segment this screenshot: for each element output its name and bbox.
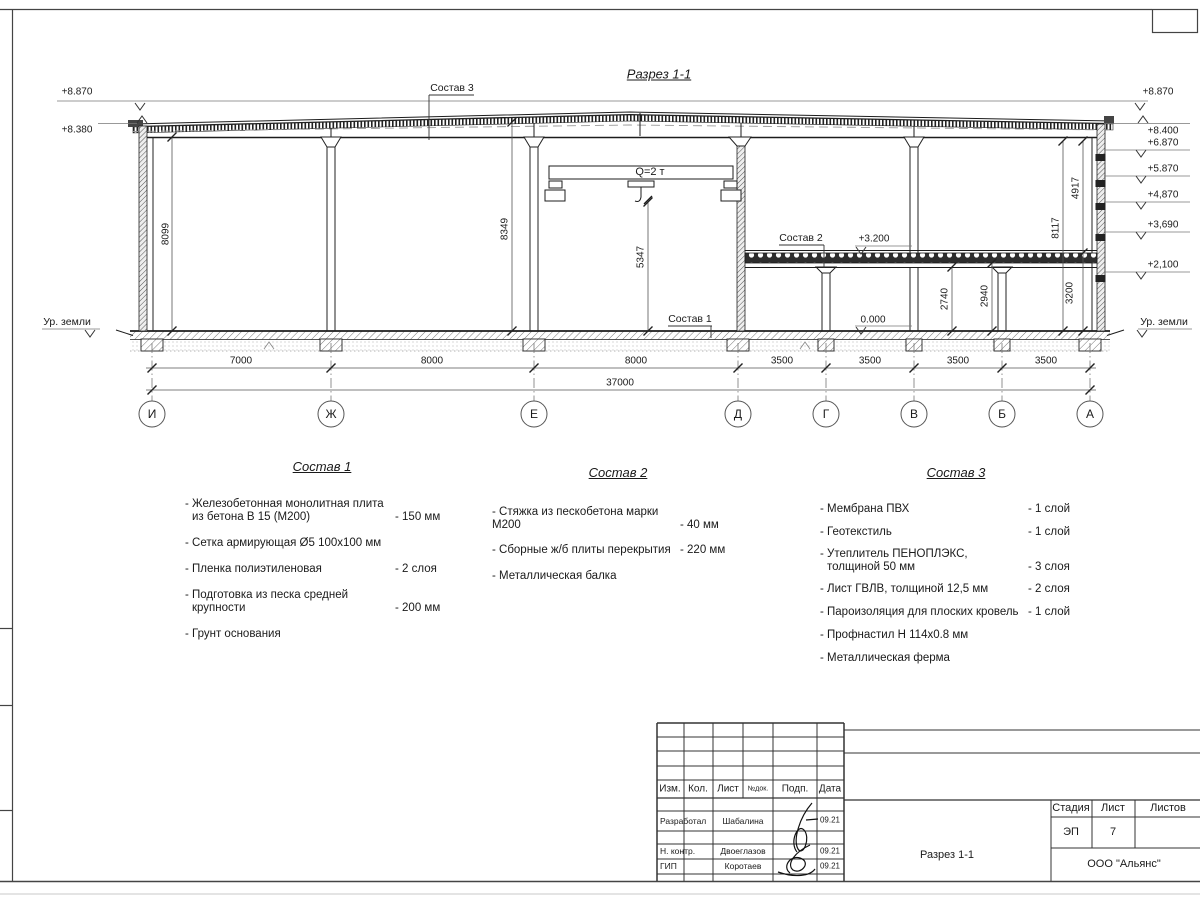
- vertical-dimension: 4917: [1070, 176, 1082, 200]
- spec-item: [820, 652, 1092, 665]
- sheet-number: 7: [1109, 826, 1117, 838]
- spec-item-text: - Железобетонная монолитная плита: [185, 498, 384, 510]
- spec-title: Состав 1: [292, 459, 352, 474]
- spec-item: [185, 498, 459, 524]
- spec-item-value: - 3 слоя: [1028, 561, 1070, 573]
- stage-value: ЭП: [1063, 826, 1079, 838]
- span-dimension: 3500: [858, 355, 882, 367]
- vertical-dimension: 8349: [499, 217, 511, 241]
- spec-item-text: - Подготовка из песка средней: [185, 589, 349, 601]
- spec-item: [820, 526, 1092, 539]
- axis-circles: [139, 401, 1103, 427]
- vertical-dimension: 3200: [1064, 281, 1076, 305]
- spec-item-value: - 40 мм: [680, 519, 719, 531]
- spec-title: Состав 3: [926, 465, 986, 480]
- titleblock-role: ГИП: [660, 861, 677, 871]
- elevation-left-ridge: +8.870: [61, 86, 93, 98]
- spec-item-value: - 1 слой: [1028, 606, 1071, 618]
- spec-item: [820, 503, 1092, 516]
- spec-item-text: - Металлическая ферма: [820, 652, 950, 664]
- axis-label: Е: [529, 407, 539, 421]
- mezzanine-slab: [745, 251, 1097, 268]
- spec-list-sostav3: [820, 466, 1092, 665]
- elevation-right: +3,690: [1147, 219, 1179, 231]
- document-title: Разрез 1-1: [919, 849, 975, 861]
- titleblock-date: 09.21: [819, 846, 841, 856]
- titleblock-col: Подп.: [781, 783, 809, 795]
- spec-item: [185, 563, 459, 576]
- spec-item-text: - Грунт основания: [185, 628, 281, 640]
- spec-item-value: - 1 слой: [1028, 526, 1071, 538]
- spec-item-text: - Лист ГВЛВ, толщиной 12,5 мм: [820, 583, 989, 595]
- titleblock-date: 09.21: [819, 815, 841, 825]
- elevation-right: +5.870: [1147, 163, 1179, 175]
- spec-item-text: - Сборные ж/б плиты перекрытия: [492, 544, 671, 556]
- spec-list-sostav1: [185, 460, 459, 641]
- spec-item-text2: толщиной 50 мм: [827, 561, 916, 573]
- spec-item-value: - 150 мм: [395, 511, 441, 523]
- elevation-right: +2,100: [1147, 259, 1179, 271]
- spec-item: [185, 628, 459, 641]
- crane-capacity-label: Q=2 т: [635, 166, 665, 178]
- axis-label: А: [1085, 407, 1095, 421]
- spec-item: [820, 548, 1092, 574]
- signatures: [778, 803, 818, 876]
- spec-title: Состав 2: [588, 465, 648, 480]
- axis-label: Г: [822, 407, 830, 421]
- spec-item-value: - 200 мм: [395, 602, 441, 614]
- elevation-right: +8.400: [1147, 125, 1179, 137]
- vertical-dimension: 2940: [979, 284, 991, 308]
- axis-label: Б: [998, 407, 1006, 421]
- spec-item-text: - Пароизоляция для плоских кровель: [820, 606, 1019, 618]
- elevation-mezzanine: +3.200: [858, 233, 890, 245]
- titleblock-col: Изм.: [659, 783, 681, 795]
- titleblock-col: Кол.: [688, 783, 708, 795]
- titleblock-role: Н. контр.: [660, 846, 696, 856]
- axis-label: И: [147, 407, 157, 421]
- spec-item-text: - Профнастил Н 114х0.8 мм: [820, 629, 969, 641]
- span-dimension: 3500: [770, 355, 794, 367]
- elevation-right: +4,870: [1147, 189, 1179, 201]
- floor-slab: [116, 330, 1124, 351]
- axis-lines: [152, 343, 1090, 401]
- spec-item-value: - 1 слой: [1028, 503, 1071, 515]
- vertical-dimension: 2740: [939, 287, 951, 311]
- spec-item-text2: из бетона В 15 (М200): [192, 511, 311, 523]
- spec-item: [820, 629, 1092, 642]
- total-dimension: 37000: [606, 377, 634, 389]
- spec-item-value: - 2 слоя: [1028, 583, 1070, 595]
- spec-item: [185, 537, 459, 550]
- elevation-right: +8.870: [1142, 86, 1174, 98]
- elevation-floor: 0.000: [860, 314, 886, 326]
- spec-item-value: - 220 мм: [680, 544, 726, 556]
- vertical-dimension: 8117: [1050, 217, 1062, 239]
- spec-item-text: - Мембрана ПВХ: [820, 503, 910, 515]
- walls-columns: [139, 124, 1106, 331]
- spec-item: [492, 544, 744, 557]
- leader-label-sostav2: Состав 2: [779, 232, 823, 244]
- span-dimension: 3500: [1034, 355, 1058, 367]
- drawing-title: Разрез 1-1: [626, 66, 692, 82]
- titleblock-col: Дата: [818, 783, 842, 795]
- axis-label: Д: [733, 407, 743, 421]
- titleblock-col: №док.: [747, 785, 769, 793]
- spec-item-text: - Геотекстиль: [820, 526, 892, 538]
- elevation-right: +6.870: [1147, 137, 1179, 149]
- span-dimension: 3500: [946, 355, 970, 367]
- axis-label: В: [909, 407, 919, 421]
- ground-level-label-right: Ур. земли: [1140, 316, 1188, 328]
- leader-label-sostav3: Состав 3: [430, 82, 474, 94]
- leader-lines: [429, 95, 824, 338]
- spec-item: [492, 506, 744, 532]
- span-dimension: 8000: [420, 355, 444, 367]
- spec-item: [820, 583, 1092, 596]
- elevation-left-eave: +8.380: [61, 124, 93, 136]
- titleblock-date: 09.21: [819, 861, 841, 871]
- spec-item-value: - 2 слоя: [395, 563, 437, 575]
- titleblock-name: Шабалина: [722, 816, 764, 826]
- titleblock-col: Лист: [717, 783, 739, 795]
- spec-item: [820, 606, 1092, 619]
- titleblock-name: Коротаев: [724, 861, 762, 871]
- sheets-label: Листов: [1150, 802, 1186, 814]
- spec-item: [492, 570, 744, 583]
- spec-item-text: - Металлическая балка: [492, 570, 617, 582]
- span-dimension: 7000: [229, 355, 253, 367]
- sheet-frame: [0, 10, 1200, 895]
- spec-item: [185, 589, 459, 615]
- company-name: ООО "Альянс": [1087, 858, 1161, 870]
- axis-label: Ж: [325, 407, 337, 421]
- spec-item-text2: крупности: [192, 602, 246, 614]
- roof-truss: [128, 112, 1114, 138]
- vertical-dimension: 5347: [635, 245, 647, 269]
- vertical-dimension: 8099: [160, 222, 172, 246]
- spec-item-text: - Сетка армирующая Ø5 100х100 мм: [185, 537, 382, 549]
- titleblock-role: Разработал: [660, 816, 707, 826]
- spec-item-text: - Пленка полиэтиленовая: [185, 563, 322, 575]
- stage-label: Стадия: [1052, 802, 1090, 814]
- sheet-label: Лист: [1101, 802, 1125, 814]
- spec-item-text: - Утеплитель ПЕНОПЛЭКС,: [820, 548, 968, 560]
- span-dimension: 8000: [624, 355, 648, 367]
- ground-level-label-left: Ур. земли: [43, 316, 91, 328]
- titleblock-name: Двоеглазов: [720, 846, 766, 856]
- elevation-marks: [42, 101, 1192, 337]
- spec-item-text: - Стяжка из пескобетона марки М200: [492, 506, 659, 531]
- leader-label-sostav1: Состав 1: [668, 313, 712, 325]
- spec-list-sostav2: [492, 466, 744, 583]
